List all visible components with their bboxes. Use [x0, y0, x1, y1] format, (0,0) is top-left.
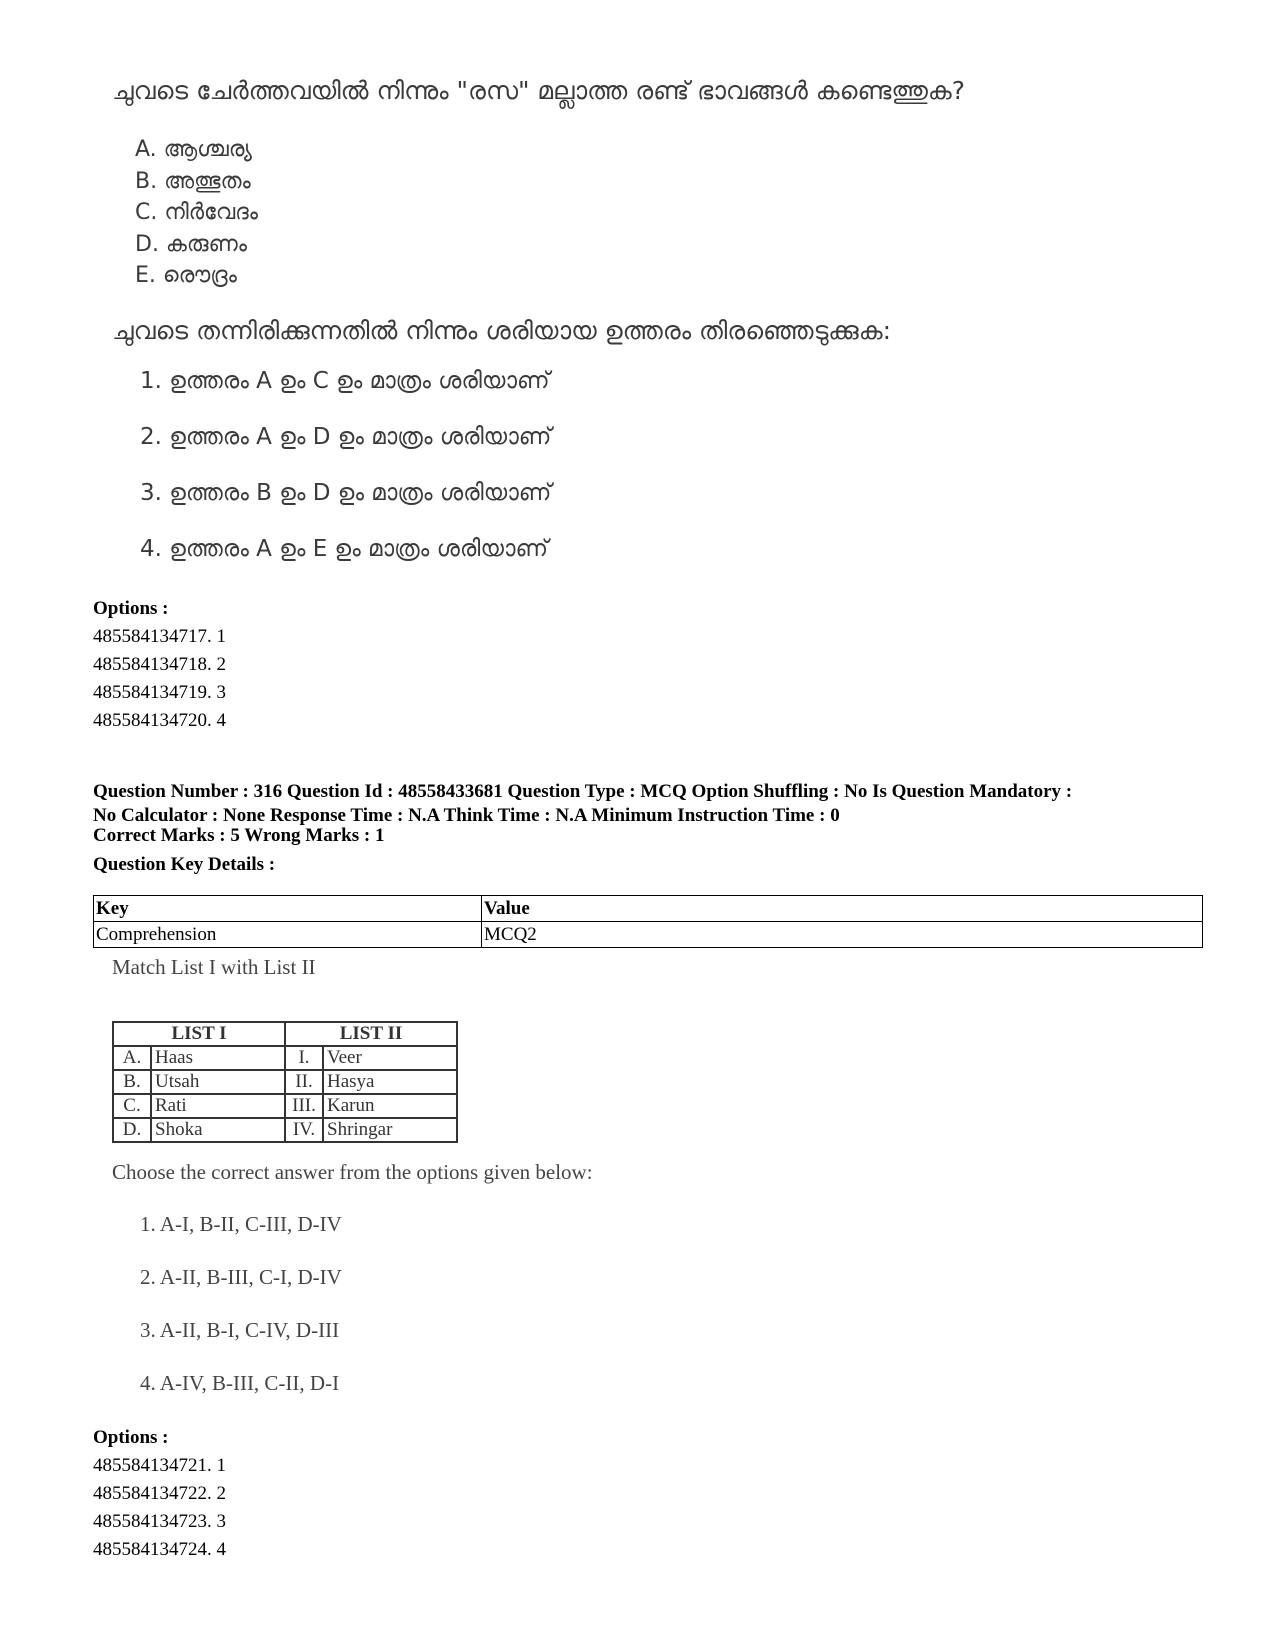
- q2-prompt: Match List I with List II: [112, 955, 316, 979]
- match-cell: Rati: [151, 1094, 285, 1118]
- q2-answer: 1. A-I, B-II, C-III, D-IV: [140, 1212, 342, 1236]
- q2-meta-line: No Calculator : None Response Time : N.A Think Time : N.A Minimum Instruction Time : 0: [93, 805, 840, 826]
- key-details-table: [93, 895, 1203, 948]
- key-table-cell: MCQ2: [482, 922, 1203, 948]
- q1-item: E. രൌദ്രം: [135, 263, 237, 288]
- match-cell: IV.: [285, 1118, 323, 1142]
- match-cell: Utsah: [151, 1070, 285, 1094]
- q1-answer: 4. ഉത്തരം A ഉം E ഉം മാത്രം ശരിയാണ്: [140, 536, 549, 562]
- match-cell: Shringar: [323, 1118, 457, 1142]
- q1-options-label: Options :: [93, 598, 169, 619]
- match-cell: Hasya: [323, 1070, 457, 1094]
- q1-option: 485584134718. 2: [93, 654, 226, 675]
- q1-answer: 2. ഉത്തരം A ഉം D ഉം മാത്രം ശരിയാണ്: [140, 424, 552, 450]
- match-cell: II.: [285, 1070, 323, 1094]
- q2-answer: 2. A-II, B-III, C-I, D-IV: [140, 1265, 342, 1289]
- match-table-header-row: [113, 1022, 457, 1046]
- q1-option: 485584134717. 1: [93, 626, 226, 647]
- q1-item: B. അത്ഭുതം: [135, 168, 251, 194]
- q2-option: 485584134723. 3: [93, 1511, 226, 1532]
- match-cell: I.: [285, 1046, 323, 1070]
- match-cell: A.: [113, 1046, 151, 1070]
- q2-option: 485584134721. 1: [93, 1455, 226, 1476]
- key-table-header: Key: [94, 896, 482, 922]
- q1-option: 485584134720. 4: [93, 710, 226, 731]
- q2-option: 485584134724. 4: [93, 1539, 226, 1560]
- match-table-row: [113, 1094, 457, 1118]
- q2-option: 485584134722. 2: [93, 1483, 226, 1504]
- match-cell: C.: [113, 1094, 151, 1118]
- key-table-header-row: [94, 896, 1203, 922]
- match-cell: Shoka: [151, 1118, 285, 1142]
- q1-item-list: [135, 134, 258, 292]
- match-list-table: [112, 1021, 458, 1143]
- q2-meta: [93, 780, 1203, 828]
- q2-marks: Correct Marks : 5 Wrong Marks : 1: [93, 825, 385, 846]
- match-table-row: [113, 1118, 457, 1142]
- match-cell: B.: [113, 1070, 151, 1094]
- q1-item: C. നിർവേദം: [135, 200, 258, 225]
- match-cell: Karun: [323, 1094, 457, 1118]
- match-cell: Veer: [323, 1046, 457, 1070]
- q2-answer: 4. A-IV, B-III, C-II, D-I: [140, 1371, 340, 1395]
- q2-answer: 3. A-II, B-I, C-IV, D-III: [140, 1318, 340, 1342]
- match-cell: D.: [113, 1118, 151, 1142]
- q1-answer: 3. ഉത്തരം B ഉം D ഉം മാത്രം ശരിയാണ്: [140, 480, 552, 506]
- q1-title: ചുവടെ ചേർത്തവയിൽ നിന്നും "രസ" മല്ലാത്ത രണ്ട് ഭാവങ്ങൾ കണ്ടെത്തുക?: [112, 76, 965, 105]
- q2-key-details-label: Question Key Details :: [93, 854, 276, 875]
- q2-meta-line: Question Number : 316 Question Id : 48558433681 Question Type : MCQ Option Shuffling : No Is Question Mandatory :: [93, 781, 1073, 802]
- match-table-row: [113, 1070, 457, 1094]
- match-table-header: LIST II: [285, 1022, 457, 1046]
- match-table-row: [113, 1046, 457, 1070]
- q1-answer: 1. ഉത്തരം A ഉം C ഉം മാത്രം ശരിയാണ്: [140, 368, 550, 394]
- q1-item: D. കരുണം: [135, 231, 247, 257]
- q1-instruction: ചുവടെ തന്നിരിക്കുന്നതിൽ നിന്നും ശരിയായ ഉത്തരം തിരഞ്ഞെടുക്കുക:: [112, 316, 892, 345]
- q1-item: A. ആശ്ചര്യ: [135, 137, 252, 162]
- q1-option: 485584134719. 3: [93, 682, 226, 703]
- match-cell: Haas: [151, 1046, 285, 1070]
- match-table-header: LIST I: [113, 1022, 285, 1046]
- key-table-header: Value: [482, 896, 1203, 922]
- key-table-cell: Comprehension: [94, 922, 482, 948]
- key-table-row: [94, 922, 1203, 948]
- match-cell: III.: [285, 1094, 323, 1118]
- q2-choose: Choose the correct answer from the options given below:: [112, 1160, 593, 1184]
- q2-options-label: Options :: [93, 1427, 169, 1448]
